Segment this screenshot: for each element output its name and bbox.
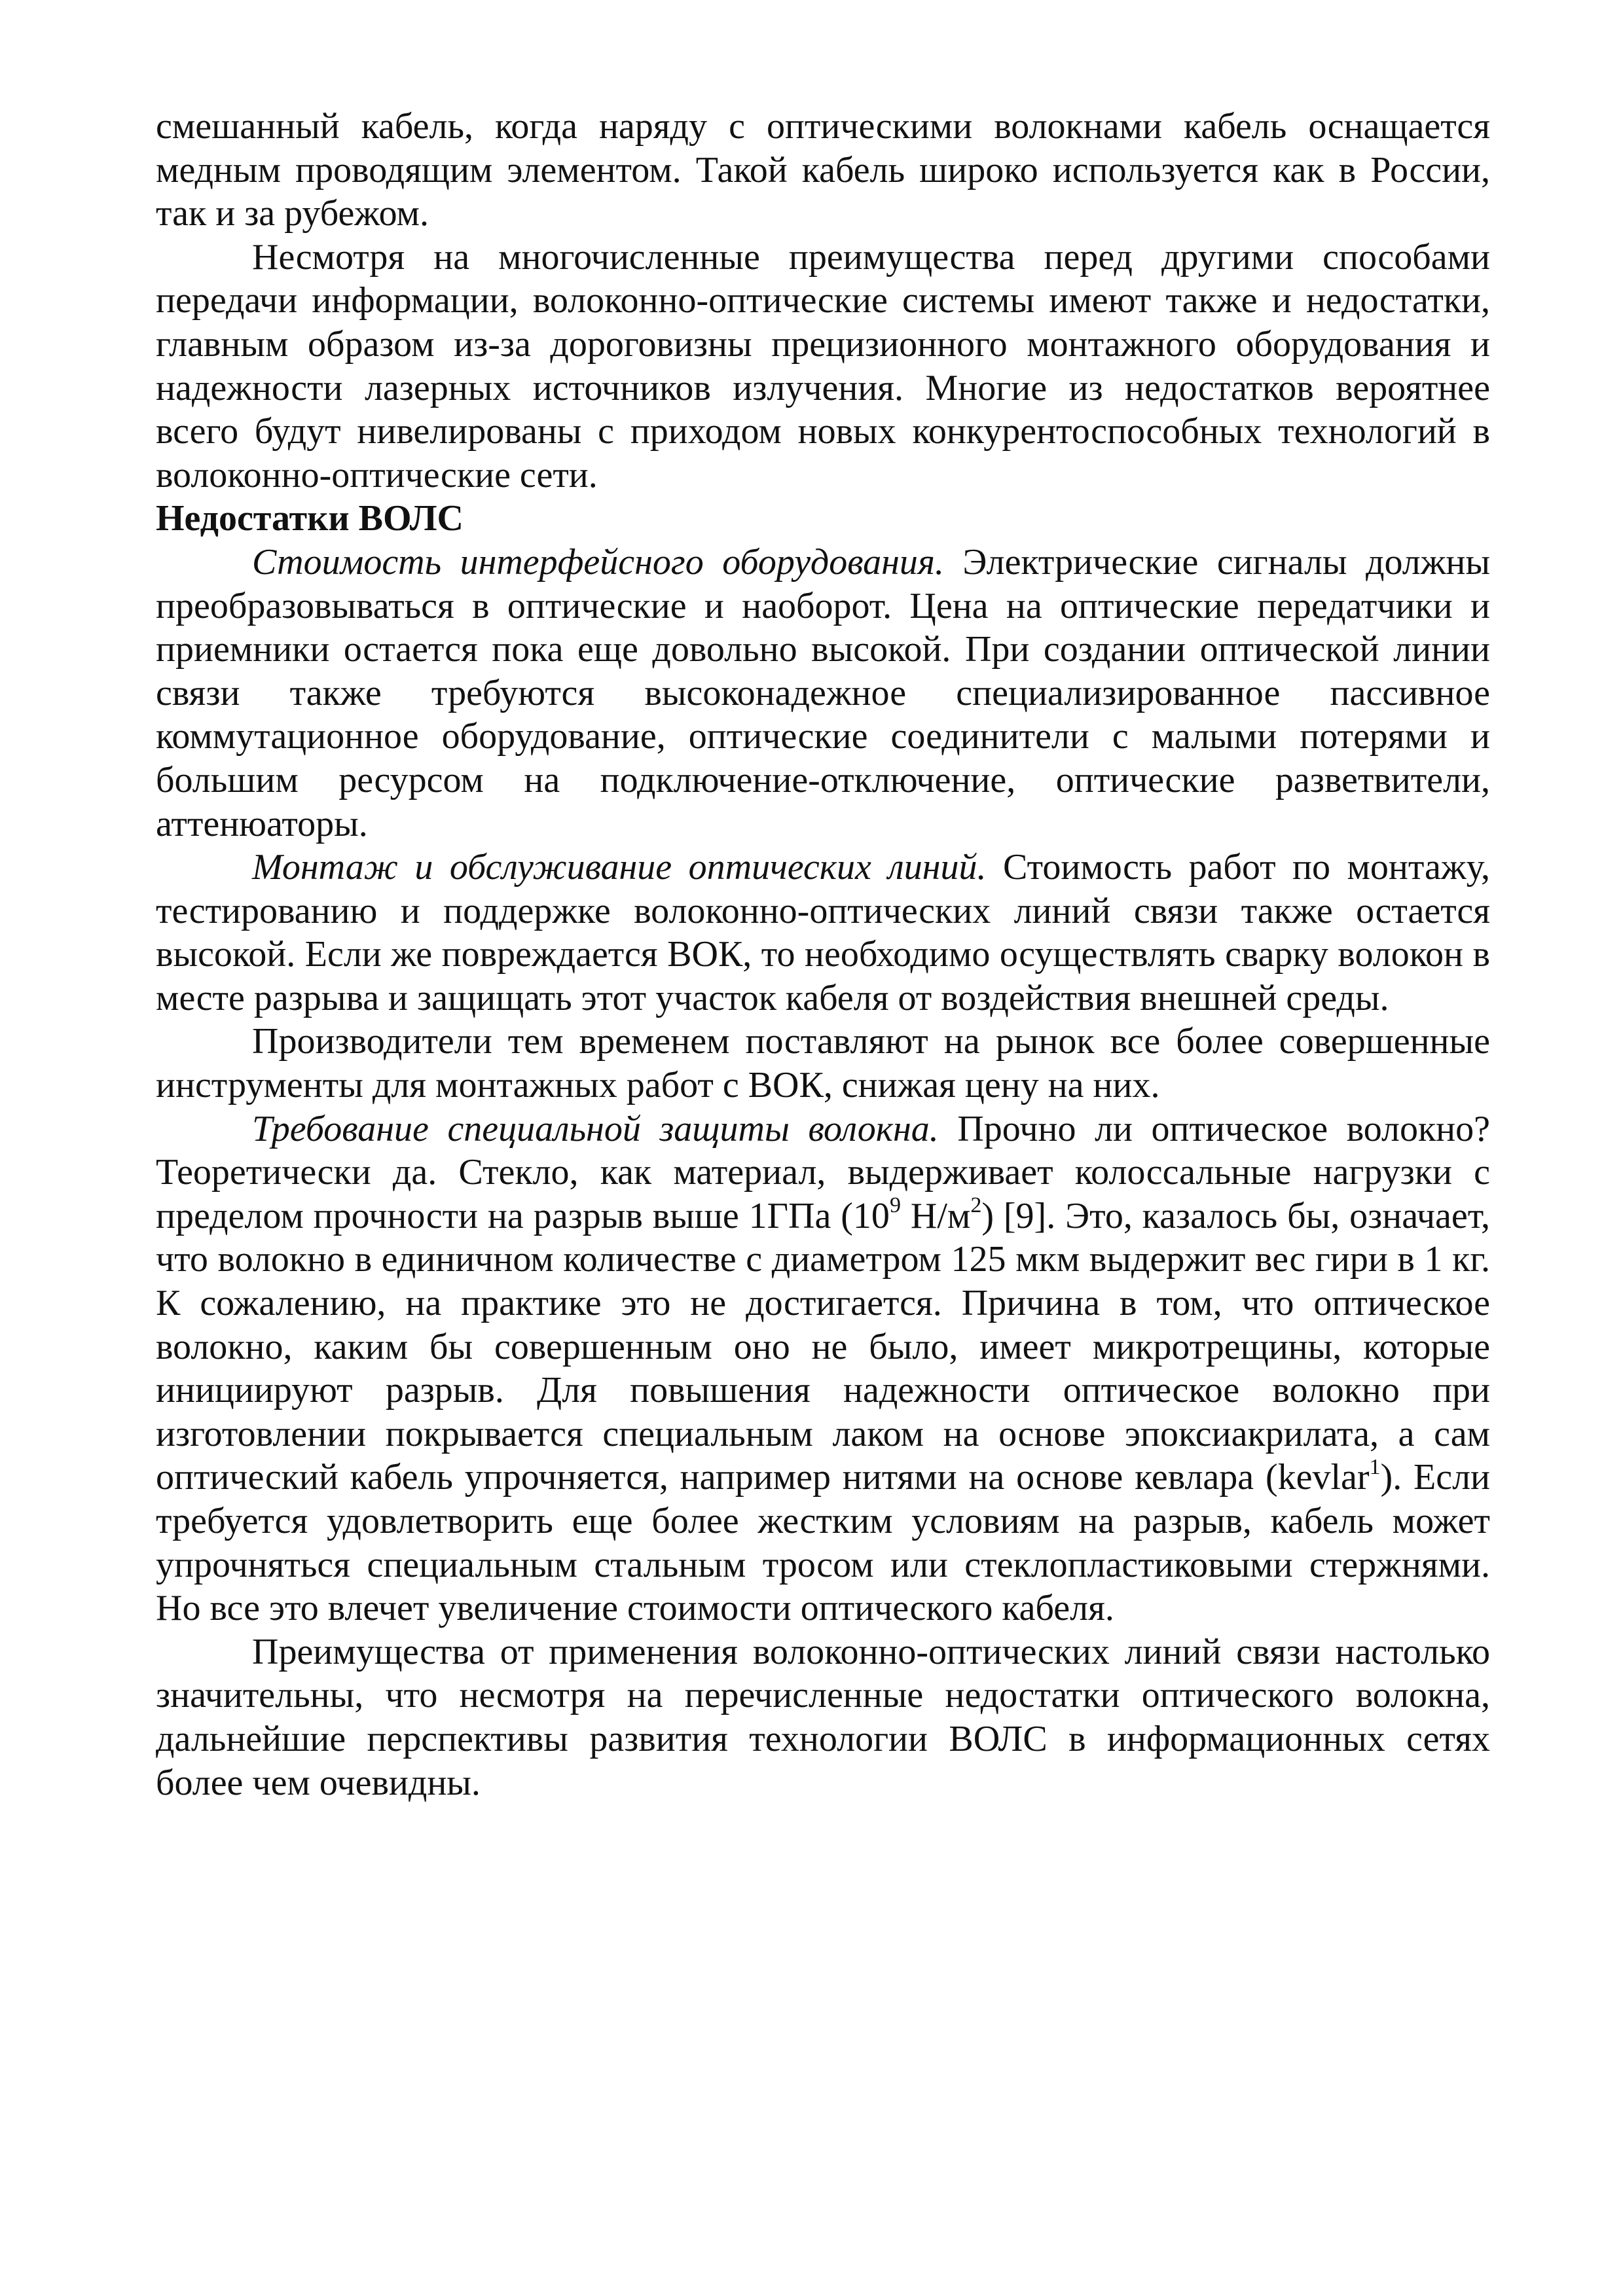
- mounting-title: Монтаж и обслуживание оптических линий.: [252, 847, 987, 888]
- interface-cost-text: Электрические сигналы должны преобразовываться в оптические и наоборот. Цена на оптические передатчики и приемники остается пока еще довольно высокой. При создании оптической линии связи также требуются высоконадежное специализированное пассивное коммутационное оборудование, оптические соединители с малыми потерями и большим ресурсом на подключение-отключение, оптические разветвители, аттенюаторы.: [156, 541, 1490, 844]
- fiber-protection-title: Требование специальной защиты волокна.: [252, 1108, 939, 1149]
- paragraph-interface-cost: [156, 541, 1490, 846]
- footnote-marker-1: 1: [1369, 1454, 1381, 1479]
- fiber-protection-text-1: Прочно ли оптическое волокно? Теоретически да. Стекло, как материал, выдерживает колоссальные нагрузки с пределом прочности на разрыв выше 1ГПа (10: [156, 1108, 1490, 1236]
- interface-cost-title: Стоимость интерфейсного оборудования.: [252, 541, 944, 583]
- mounting-text: Стоимость работ по монтажу, тестированию и поддержке волоконно-оптических линий связи также остается высокой. Если же повреждается ВОК, то необходимо осуществлять сварку волокон в месте разрыва и защищать этот участок кабеля от воздействия внешней среды.: [156, 847, 1490, 1018]
- document-page: [156, 105, 1490, 1804]
- paragraph-conclusion: Преимущества от применения волоконно-оптических линий связи настолько значительны, что несмотря на перечисленные недостатки оптического волокна, дальнейшие перспективы развития технологии ВОЛС в информационных сетях более чем очевидны.: [156, 1631, 1490, 1803]
- fiber-protection-text-3: ) [9]. Это, казалось бы, означает, что волокно в единичном количестве с диаметром 125 мкм выдержит вес гири в 1 кг. К сожалению, на практике это не достигается. Причина в том, что оптическое волокно, каким бы совершенным оно не было, имеет микротрещины, которые инициируют разрыв. Для повышения надежности оптическое волокно при изготовлении покрывается специальным лаком на основе эпоксиакрилата, а сам оптический кабель упрочняется, например нитями на основе кевлара (kevlar: [156, 1195, 1491, 1498]
- fiber-protection-text-4: ). Если требуется удовлетворить еще более жестким условиям на разрыв, кабель может упрочняться специальным стальным тросом или стеклопластиковыми стержнями. Но все это влечет увеличение стоимости оптического кабеля.: [156, 1457, 1490, 1629]
- paragraph-drawbacks-intro: Несмотря на многочисленные преимущества перед другими способами передачи информации, волоконно-оптические системы имеют также и недостатки, главным образом из-за дороговизны прецизионного монтажного оборудования и надежности лазерных источников излучения. Многие из недостатков вероятнее всего будут нивелированы с приходом новых конкурентоспособных технологий в волоконно-оптические сети.: [156, 236, 1490, 495]
- section-heading: Недостатки ВОЛС: [156, 498, 464, 539]
- paragraph-mounting: [156, 846, 1490, 1020]
- superscript-power-2: 2: [970, 1193, 982, 1218]
- paragraph-producers: Производители тем временем поставляют на рынок все более совершенные инструменты для монтажных работ с ВОК, снижая цену на них.: [156, 1021, 1490, 1106]
- fiber-protection-text-2: Н/м: [900, 1195, 971, 1236]
- paragraph-fiber-protection: [156, 1107, 1490, 1630]
- paragraph-mixed-cable: смешанный кабель, когда наряду с оптическими волокнами кабель оснащается медным проводящим элементом. Такой кабель широко используется как в России, так и за рубежом.: [156, 106, 1490, 234]
- superscript-power-9: 9: [889, 1193, 901, 1218]
